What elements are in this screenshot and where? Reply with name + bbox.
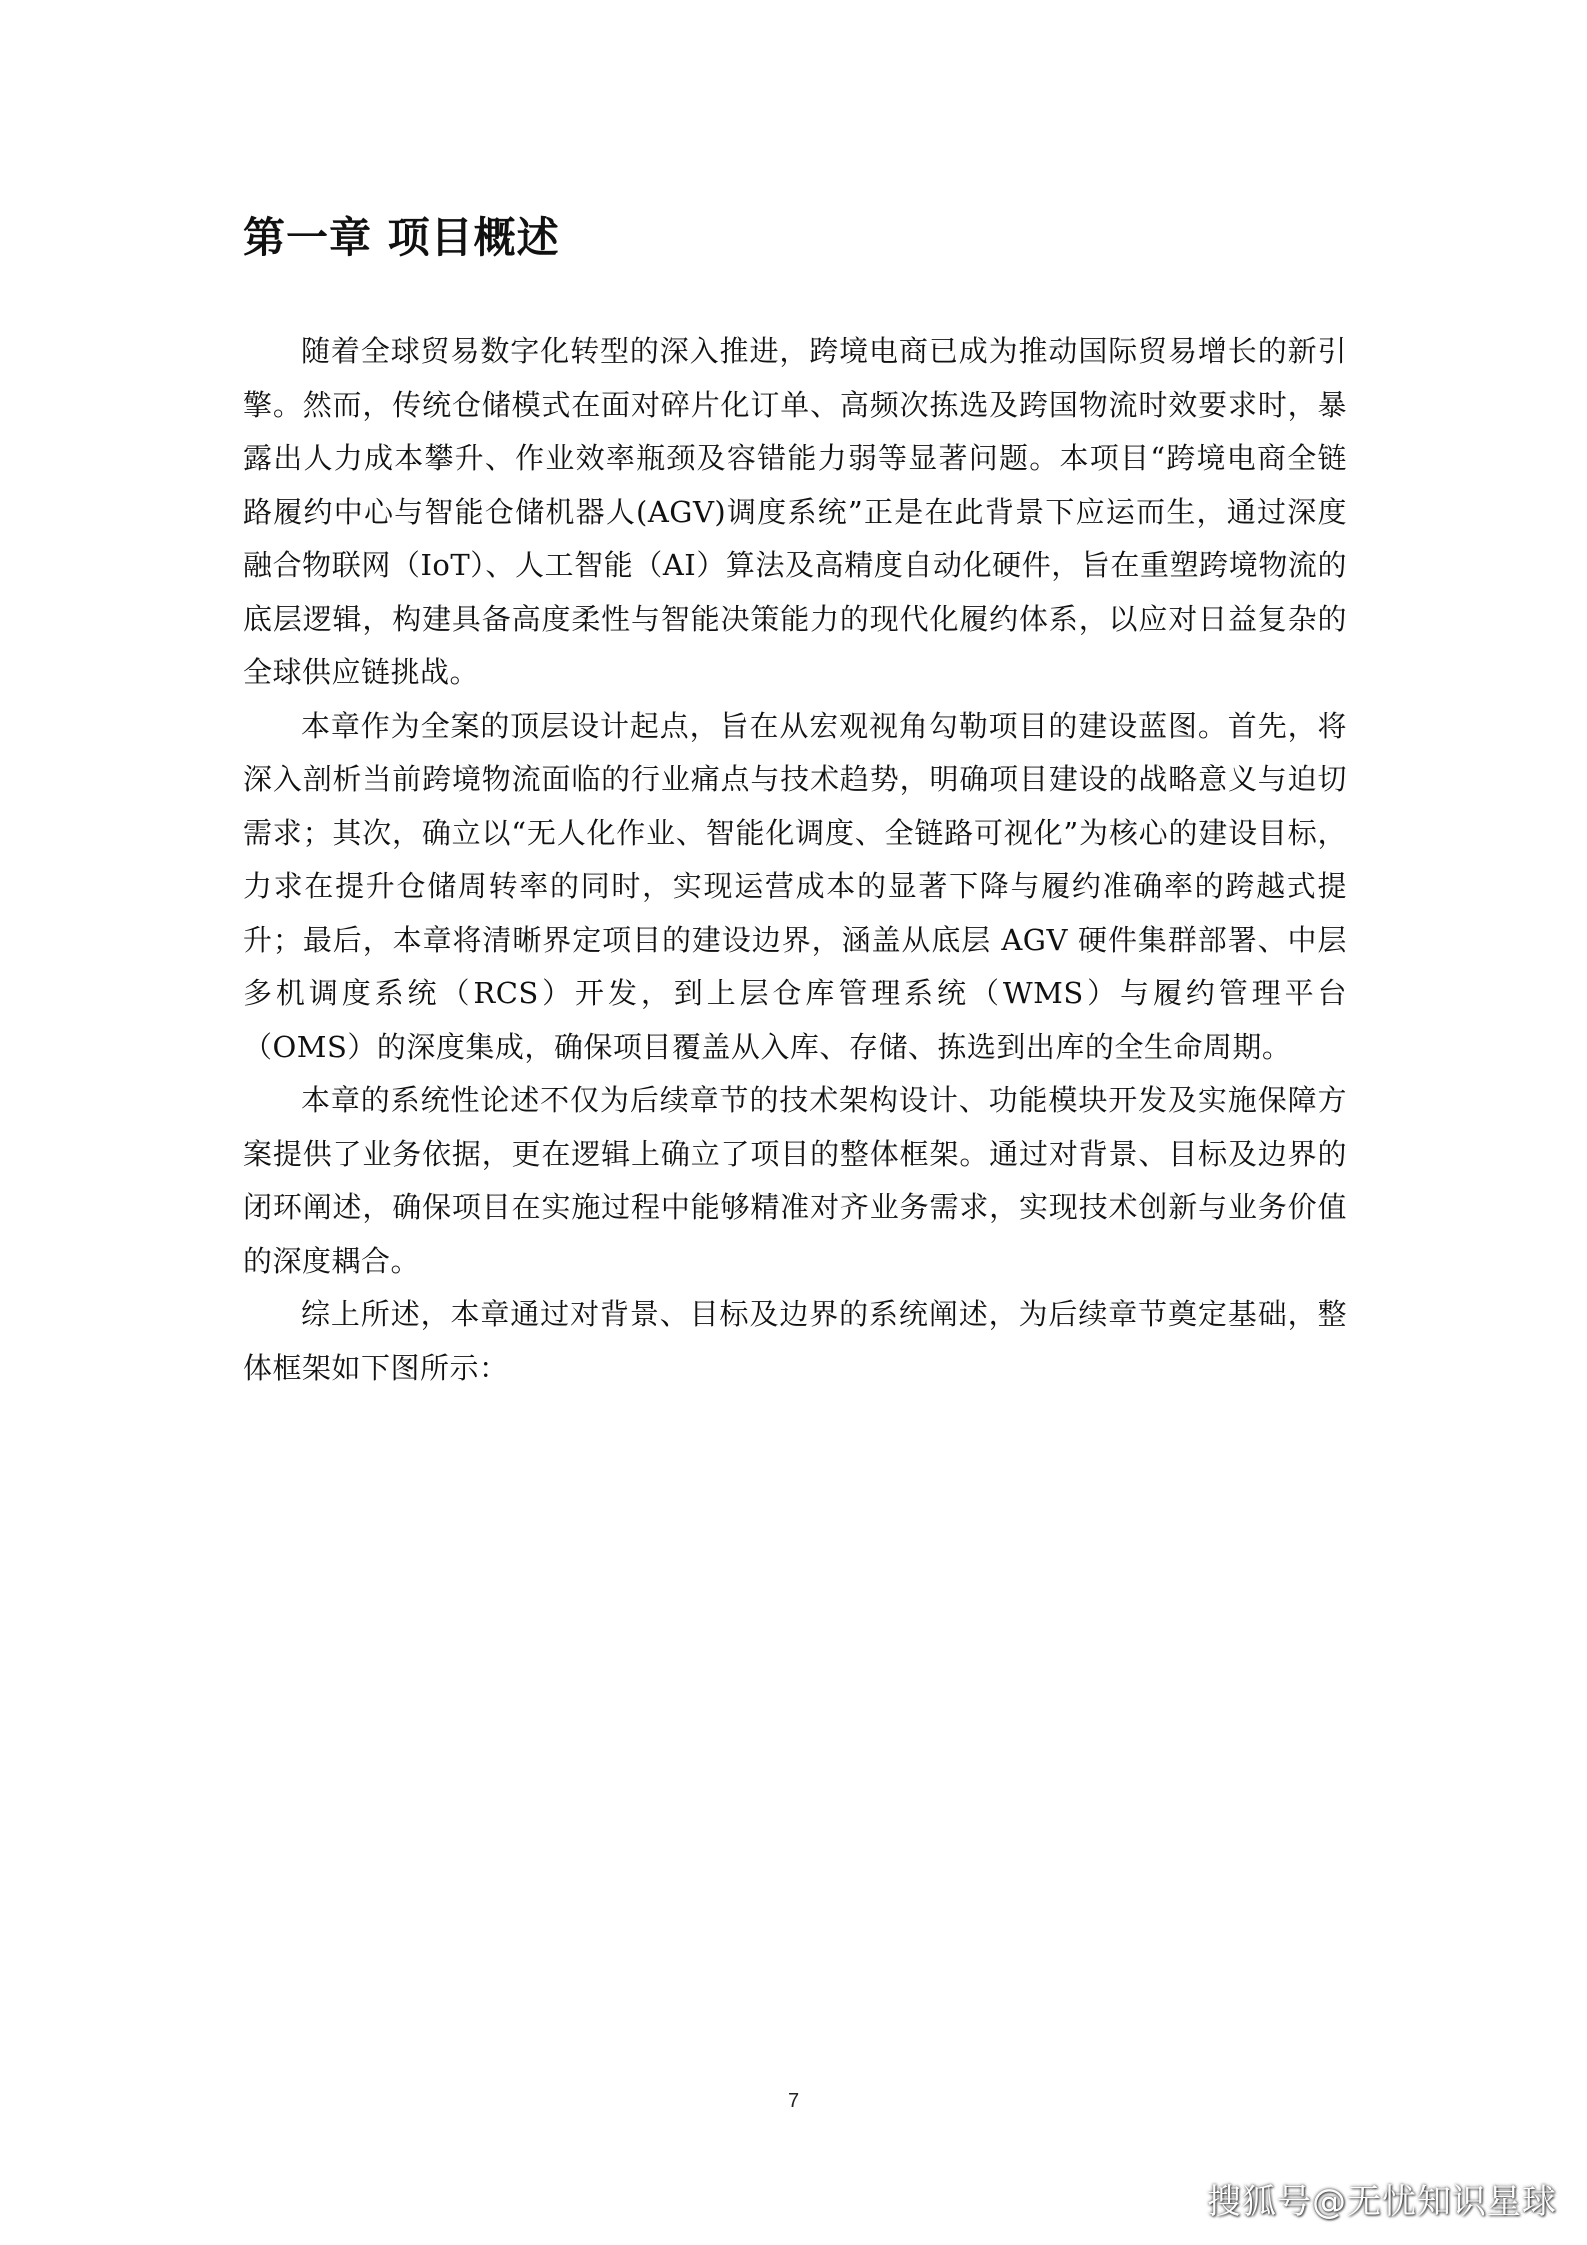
paragraph-background: 随着全球贸易数字化转型的深入推进，跨境电商已成为推动国际贸易增长的新引擎。然而，传统仓储模式在面对碎片化订单、高频次拣选及跨国物流时效要求时，暴露出人力成本攀升、作业效率瓶颈及容错能力弱等显著问题。本项目“跨境电商全链路履约中心与智能仓储机器人(AGV)调度系统”正是在此背景下应运而生，通过深度融合物联网（IoT）、人工智能（AI）算法及高精度自动化硬件，旨在重塑跨境物流的底层逻辑，构建具备高度柔性与智能决策能力的现代化履约体系，以应对日益复杂的全球供应链挑战。 [243,334,1347,689]
paragraph-significance: 本章的系统性论述不仅为后续章节的技术架构设计、功能模块开发及实施保障方案提供了业务依据，更在逻辑上确立了项目的整体框架。通过对背景、目标及边界的闭环阐述，确保项目在实施过程中能够精准对齐业务需求，实现技术创新与业务价值的深度耦合。 [243,1083,1347,1278]
chapter-title: 第一章 项目概述 [243,213,560,262]
page-number: 7 [787,2090,800,2112]
paragraph-chapter-scope: 本章作为全案的顶层设计起点，旨在从宏观视角勾勒项目的建设蓝图。首先，将深入剖析当前跨境物流面临的行业痛点与技术趋势，明确项目建设的战略意义与迫切需求；其次，确立以“无人化作业、智能化调度、全链路可视化”为核心的建设目标，力求在提升仓储周转率的同时，实现运营成本的显著下降与履约准确率的跨越式提升；最后，本章将清晰界定项目的建设边界，涵盖从底层 AGV 硬件集群部署、中层多机调度系统（RCS）开发，到上层仓库管理系统（WMS）与履约管理平台（OMS）的深度集成，确保项目覆盖从入库、存储、拣选到出库的全生命周期。 [243,708,1347,1064]
paragraph-summary: 综上所述，本章通过对背景、目标及边界的系统阐述，为后续章节奠定基础，整体框架如下图所示： [243,1297,1347,1385]
watermark-text: 搜狐号@无忧知识星球 [1207,2182,1557,2222]
chapter-body [243,325,1347,1395]
